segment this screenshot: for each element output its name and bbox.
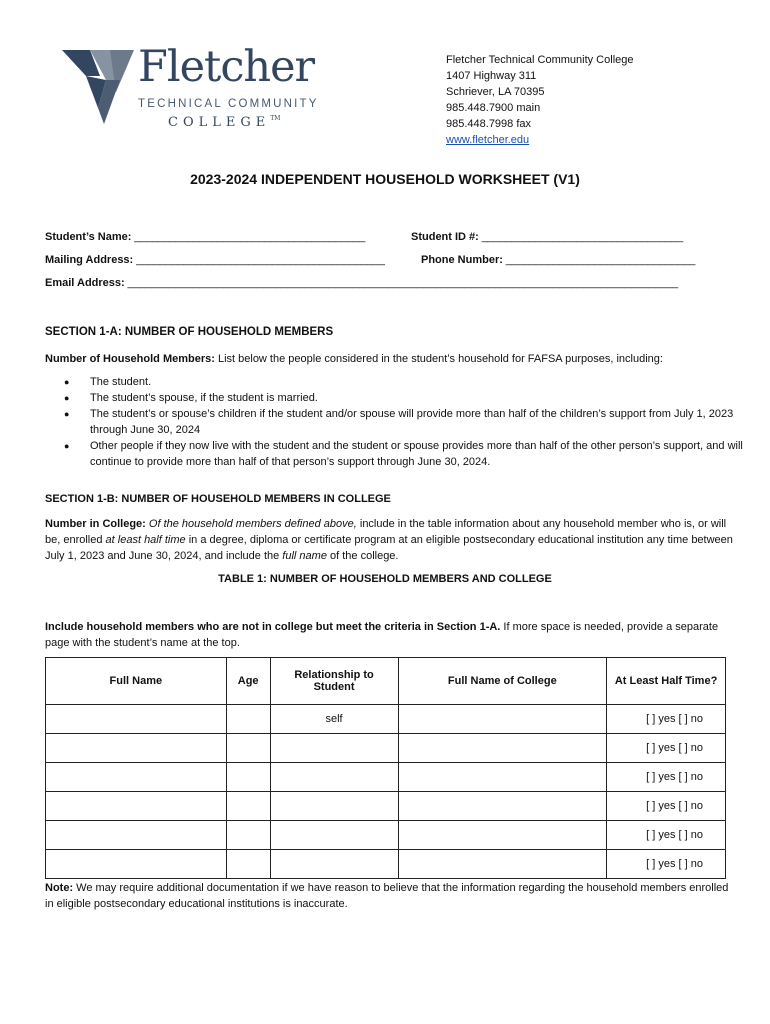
footnote: Note: We may require additional documentation if we have reason to believe that the information regarding the household members enrolled in eligible postsecondary educational institutions is inaccurate. [45,882,729,910]
household-table [45,657,726,879]
relationship-cell[interactable] [270,821,398,850]
age-cell[interactable] [226,850,270,879]
age-cell[interactable] [226,705,270,734]
table-row [46,763,726,792]
table-row [46,734,726,763]
logo-line-2: COLLEGE™ [168,115,281,130]
phone-number-field[interactable]: Phone Number: ________________________________ [421,254,696,266]
logo-line-1: TECHNICAL COMMUNITY [138,98,319,110]
page-title: 2023-2024 INDEPENDENT HOUSEHOLD WORKSHEET (V1) [190,171,580,187]
college-cell[interactable] [398,734,607,763]
header-college: Full Name of College [398,658,607,705]
relationship-cell[interactable] [270,734,398,763]
table-row [46,792,726,821]
college-cell[interactable] [398,821,607,850]
header-relationship: Relationship to Student [270,658,398,705]
logo-chevron-icon [60,46,140,136]
section-1b-paragraph: Number in College: Of the household members defined above, include in the table information about any household member who is, or will be, enrolled at least half time in a degree, diploma or certificate program at an eligible postsecondary educational institution any time between July 1, 2023 and June 30, 2024, and include the full name of the college. [45,518,733,562]
name-cell[interactable] [46,763,227,792]
half-time-checkbox-cell[interactable]: [ ] yes [ ] no [607,850,726,879]
table-row [46,850,726,879]
age-cell[interactable] [226,734,270,763]
section-1a-intro: Number of Household Members: List below the people considered in the student’s household for FAFSA purposes, including: [45,353,663,365]
relationship-cell[interactable] [270,850,398,879]
mailing-address-field[interactable]: Mailing Address: __________________________________________ [45,254,385,266]
list-item: ● The student’s or spouse’s children if the student and/or spouse will provide more than half of the children’s support from July 1, 2023 through June 30, 2024 [90,406,750,438]
relationship-cell[interactable] [270,792,398,821]
college-address [446,52,634,148]
college-logo [60,42,320,136]
address-fax: 985.448.7998 fax [446,118,532,130]
section-1a-heading: SECTION 1-A: NUMBER OF HOUSEHOLD MEMBERS [45,326,334,338]
header-half-time: At Least Half Time? [607,658,726,705]
logo-wordmark: Fletcher [138,42,315,92]
student-id-field[interactable]: Student ID #: __________________________________ [411,231,683,243]
address-phone: 985.448.7900 main [446,102,541,114]
half-time-checkbox-cell[interactable]: [ ] yes [ ] no [607,792,726,821]
name-cell[interactable] [46,792,227,821]
name-cell[interactable] [46,850,227,879]
age-cell[interactable] [226,763,270,792]
name-cell[interactable] [46,821,227,850]
student-name-field[interactable]: Student’s Name: _______________________________________ [45,231,366,243]
address-street: 1407 Highway 311 [446,70,537,82]
half-time-checkbox-cell[interactable]: [ ] yes [ ] no [607,734,726,763]
email-address-field[interactable]: Email Address: _____________________________________________________________________________________________ [45,277,678,289]
name-cell[interactable] [46,705,227,734]
address-name: Fletcher Technical Community College [446,54,634,66]
name-cell[interactable] [46,734,227,763]
age-cell[interactable] [226,792,270,821]
college-cell[interactable] [398,705,607,734]
table-header-row [46,658,726,705]
college-cell[interactable] [398,850,607,879]
college-cell[interactable] [398,792,607,821]
header-full-name: Full Name [46,658,227,705]
relationship-cell[interactable]: self [270,705,398,734]
table-row [46,821,726,850]
table-title: TABLE 1: NUMBER OF HOUSEHOLD MEMBERS AND COLLEGE [218,573,552,585]
table-row [46,705,726,734]
address-city: Schriever, LA 70395 [446,86,545,98]
college-website-link[interactable]: www.fletcher.edu [446,134,530,146]
half-time-checkbox-cell[interactable]: [ ] yes [ ] no [607,763,726,792]
section-1b-heading: SECTION 1-B: NUMBER OF HOUSEHOLD MEMBERS IN COLLEGE [45,493,391,505]
list-item: ● Other people if they now live with the student and the student or spouse provides more than half of the other person’s support, and will continue to provide more than half of that person’s support through June 30, 2024. [90,438,750,470]
list-item: ● The student’s spouse, if the student is married. [90,390,750,406]
list-item: ● The student. [90,374,750,390]
half-time-checkbox-cell[interactable]: [ ] yes [ ] no [607,821,726,850]
header-age: Age [226,658,270,705]
include-note: Include household members who are not in college but meet the criteria in Section 1-A. If more space is needed, provide a separate page with the student’s name at the top. [45,621,719,649]
age-cell[interactable] [226,821,270,850]
half-time-checkbox-cell[interactable]: [ ] yes [ ] no [607,705,726,734]
household-criteria-list [60,374,750,470]
college-cell[interactable] [398,763,607,792]
relationship-cell[interactable] [270,763,398,792]
